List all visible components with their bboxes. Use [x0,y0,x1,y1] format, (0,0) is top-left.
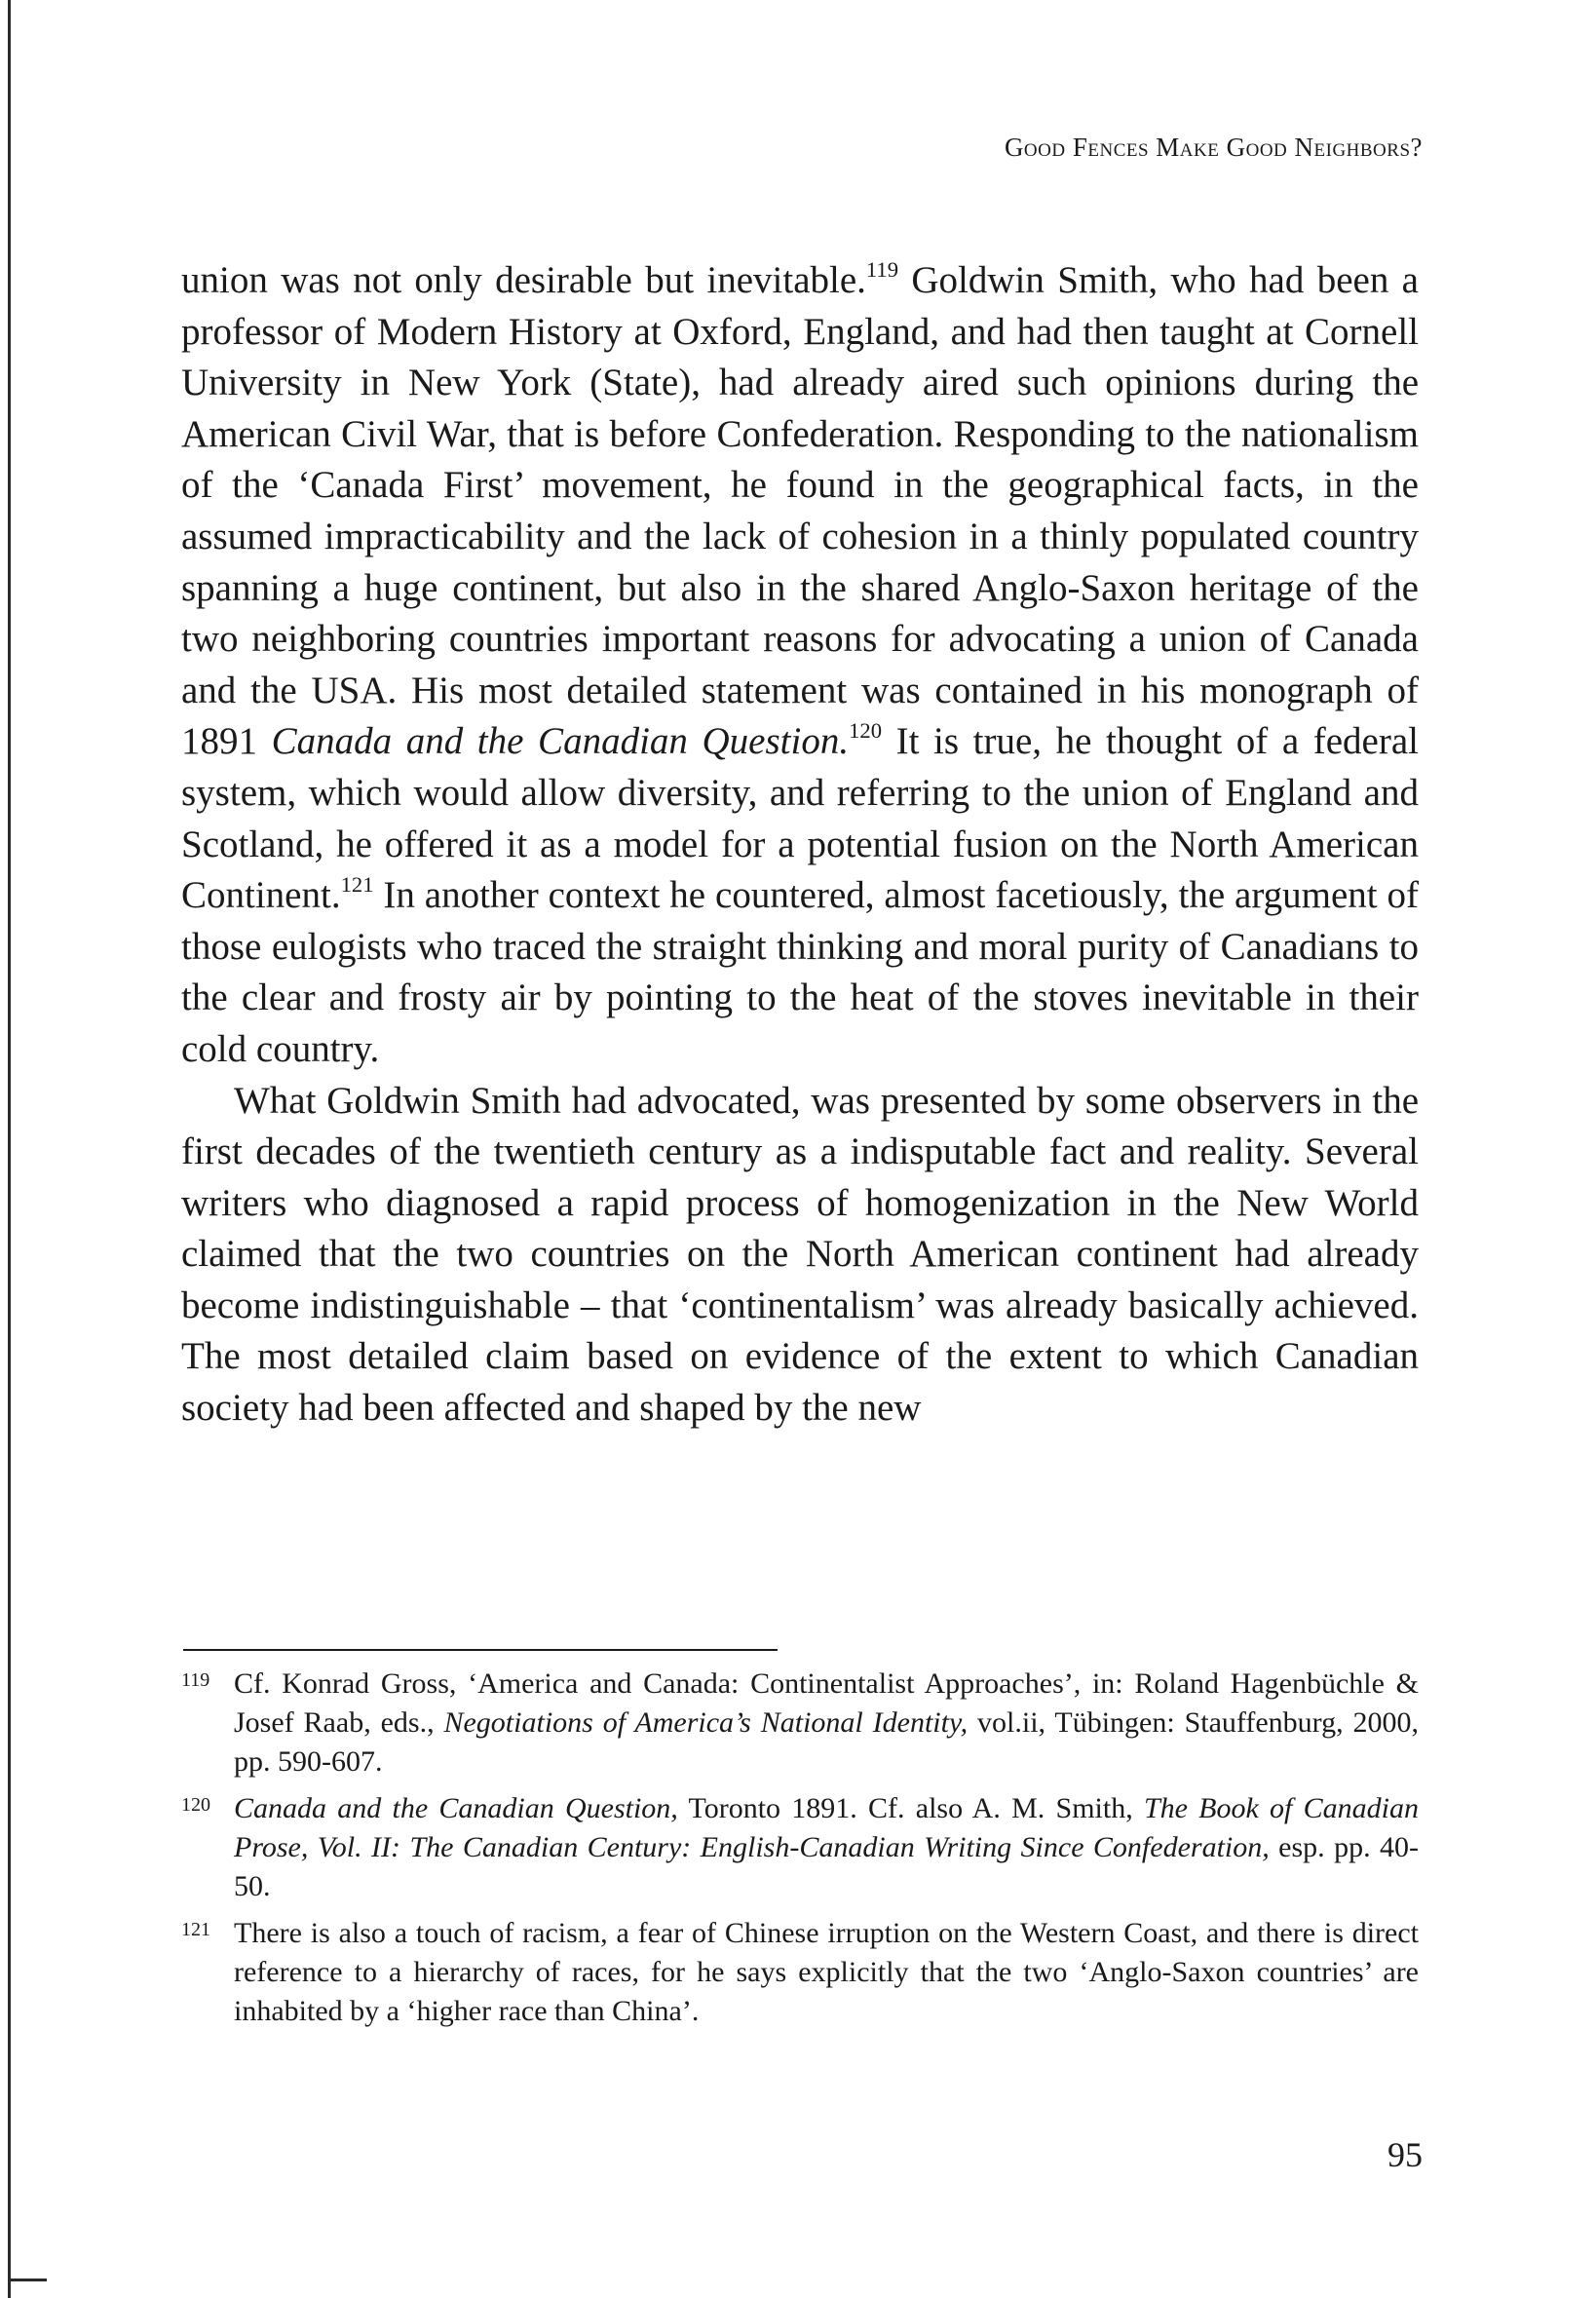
paragraph-1-part-4: In another context he countered, almost facetiously, the argument of those eulogists who traced the straight thinking and moral purity of Canadians to the clear and frosty air by pointing to the heat of the stoves inevitable in their cold country. [181,874,1419,1070]
paragraph-1 [181,255,1419,1076]
footnote-119 [181,1665,1419,1781]
footnote-120 [181,1789,1419,1906]
footnote-text: Toronto 1891. Cf. also A. M. Smith, [677,1792,1144,1824]
footnote-number: 121 [181,1919,210,1940]
footnote-number: 120 [181,1794,210,1816]
paragraph-2: What Goldwin Smith had advocated, was presented by some observers in the first decades of the twentieth century as a indisputable fact and reality. Several writers who diagnosed a rapid process of homogenization in the New World claimed that the two countries on the North American continent had already become indistinguishable – that ‘continentalism’ was already basically achieved. The most detailed claim based on evidence of the extent to which Canadian society had been affected and shaped by the new [181,1079,1419,1430]
footnote-ref-119: 119 [865,257,898,283]
body-text [181,255,1419,1435]
scan-edge-left [8,0,11,2298]
footnote-text: vol.ii, Tübingen: Stauffenburg, 2000, pp. 590-607. [234,1706,1420,1778]
footnote-121 [181,1914,1419,2031]
footnote-text: esp. pp. 40-50. [234,1831,1419,1902]
footnote-title: Negotiations of America’s National Identity, [443,1706,969,1739]
footnote-text: Cf. Konrad Gross, ‘America and Canada: Continentalist Approaches’, in: Roland Hagenbüchle & Josef Raab, eds., [234,1667,1419,1739]
footnote-text: There is also a touch of racism, a fear of Chinese irruption on the Western Coast, and there is direct reference to a hierarchy of races, for he says explicitly that the two ‘Anglo-Saxon countries’ are inhabited by a ‘higher race than China’. [234,1917,1419,2027]
paragraph-1-part-2: Goldwin Smith, who had been a professor of Modern History at Oxford, England, and had then taught at Cornell University in New York (State), had already aired such opinions during the American Civil War, that is before Confederation. Responding to the nationalism of the ‘Canada First’ movement, he found in the geographical facts, in the assumed impracticability and the lack of cohesion in a thinly populated country spanning a huge continent, but also in the shared Anglo-Saxon heritage of the two neighboring countries important reasons for advocating a union of Canada and the USA. His most detailed statement was contained in his monograph of 1891 [181,259,1419,763]
footnotes [181,1665,1419,2039]
footnote-title: The Book of Canadian Prose, Vol. II: The Canadian Century: English-Canadian Writing Since Confederation, [234,1792,1419,1863]
footnote-title: Canada and the Canadian Question, [234,1792,678,1824]
footnote-rule [183,1649,778,1651]
scan-edge-bottom [8,2279,47,2281]
footnote-number: 119 [181,1669,210,1691]
page-number: 95 [1387,2135,1423,2174]
footnote-ref-120: 120 [849,718,882,744]
paragraph-1-part-1: union was not only desirable but inevitable. [181,259,866,301]
running-head: Good Fences Make Good Neighbors? [1004,133,1423,162]
footnote-ref-121: 121 [340,872,374,898]
book-title: Canada and the Canadian Question. [271,720,850,763]
paragraph-1-part-3: It is true, he thought of a federal system, which would allow diversity, and referring to the union of England and Scotland, he offered it as a model for a potential fusion on the North American Continent. [181,720,1419,917]
